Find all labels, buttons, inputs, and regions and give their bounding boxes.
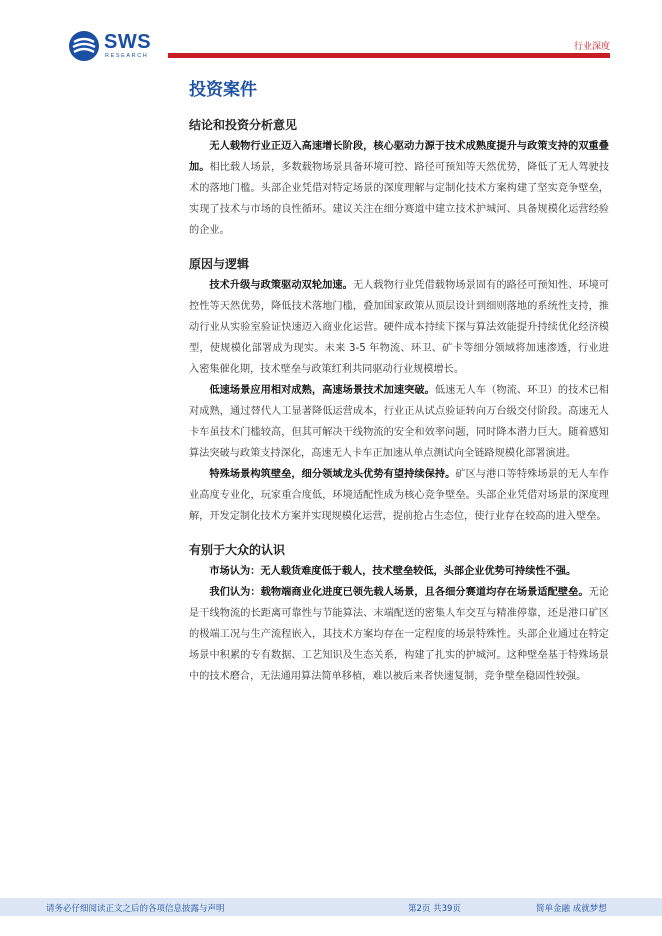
- page-title: 投资案件: [189, 80, 257, 100]
- company-logo: [68, 28, 168, 64]
- paragraph: [189, 464, 609, 527]
- logo-text: SWS: [104, 31, 152, 53]
- paragraph-lead: 我们认为：载物端商业化进度已领先载人场景，且各细分赛道均存在场景适配壁垒。: [209, 587, 589, 598]
- paragraph-lead: 特殊场景构筑壁垒，细分领域龙头优势有望持续保持。: [209, 469, 456, 480]
- paragraph: [189, 136, 609, 241]
- paragraph-text: 无人载物行业凭借载物场景固有的路径可预知性、环境可控性等天然优势，降低技术落地门槛，叠加国家政策从顶层设计到细则落地的系统性支持，推动行业从实验室验证快速迈入商业化运营。硬件成本持续下探与算法效能提升持续优化经济模型，使规模化部署成为现实。未来 3-5 年物流、环卫、矿卡等细分领域将加速渗透，行业进入密集催化期，技术壁垒与政策红利共同驱动行业规模增长。: [189, 280, 610, 375]
- paragraph: [189, 561, 609, 582]
- document-body: [189, 79, 609, 687]
- paragraph-lead: 低速场景应用相对成熟，高速场景技术加速突破。: [209, 385, 435, 396]
- section-heading: 有别于大众的认识: [189, 543, 286, 557]
- paragraph-lead: 技术升级与政策驱动双轮加速。: [209, 280, 353, 291]
- sws-logo-icon: [68, 30, 100, 62]
- footer-disclaimer: 请务必仔细阅读正文之后的各项信息披露与声明: [46, 904, 225, 914]
- paragraph-lead: 市场认为：无人载货难度低于载人，技术壁垒较低，头部企业优势可持续性不强。: [209, 566, 577, 577]
- section-reasoning: [189, 253, 609, 527]
- paragraph-text: 相比载人场景，多数载物场景具备环境可控、路径可预知等天然优势，降低了无人驾驶技术的落地门槛。头部企业凭借对特定场景的深度理解与定制化技术方案构建了坚实竞争壁垒，实现了技术与市场的良性循环。建议关注在细分赛道中建立技术护城河、具备规模化运营经验的企业。: [189, 162, 610, 236]
- report-type-label: 行业深度: [573, 42, 610, 52]
- page-number: 第2页 共39页: [408, 904, 461, 914]
- paragraph: [189, 275, 609, 380]
- paragraph: [189, 582, 609, 687]
- section-conclusion: [189, 114, 609, 241]
- section-gap: [189, 241, 609, 253]
- paragraph-text: 无论是干线物流的长距离可靠性与节能算法、末端配送的密集人车交互与精准停靠，还是港口矿区的极端工况与生产流程嵌入，其技术方案均存在一定程度的场景特殊性。头部企业通过在特定场景中积累的专有数据、工艺知识及生态关系，构建了扎实的护城河。这种壁垒基于特殊场景中的技术磨合，无法通用算法简单移植，难以被后来者快速复制，竞争壁垒稳固性较强。: [189, 587, 609, 682]
- section-differentiated-view: [189, 539, 609, 687]
- section-gap: [189, 527, 609, 539]
- paragraph: [189, 380, 609, 464]
- section-heading: 原因与逻辑: [189, 257, 250, 271]
- section-heading: 结论和投资分析意见: [189, 118, 298, 132]
- paragraph-text: 矿区与港口等特殊场景的无人车作业高度专业化，玩家重合度低，环境适配性成为核心竞争壁垒。头部企业凭借对场景的深度理解，开发定制化技术方案并实现规模化运营，提前抢占生态位，使行业存在较高的进入壁垒。: [189, 469, 610, 522]
- paragraph-text: 低速无人车（物流、环卫）的技术已相对成熟，通过替代人工显著降低运营成本，行业正从试点验证转向万台级交付阶段。高速无人卡车虽技术门槛较高，但其可解决干线物流的安全和效率问题，同时降本潜力巨大。随着感知算法突破与政策支持深化，高速无人卡车正加速从单点测试向全链路规模化部署演进。: [189, 385, 609, 459]
- paragraph-lead: 无人载物行业正迈入高速增长阶段，核心驱动力源于技术成熟度提升与政策支持的双重叠加。: [189, 141, 609, 173]
- logo-subtext: RESEARCH: [105, 53, 149, 59]
- header-divider: [168, 53, 610, 58]
- footer-slogan: 简单金融 成就梦想: [536, 904, 607, 914]
